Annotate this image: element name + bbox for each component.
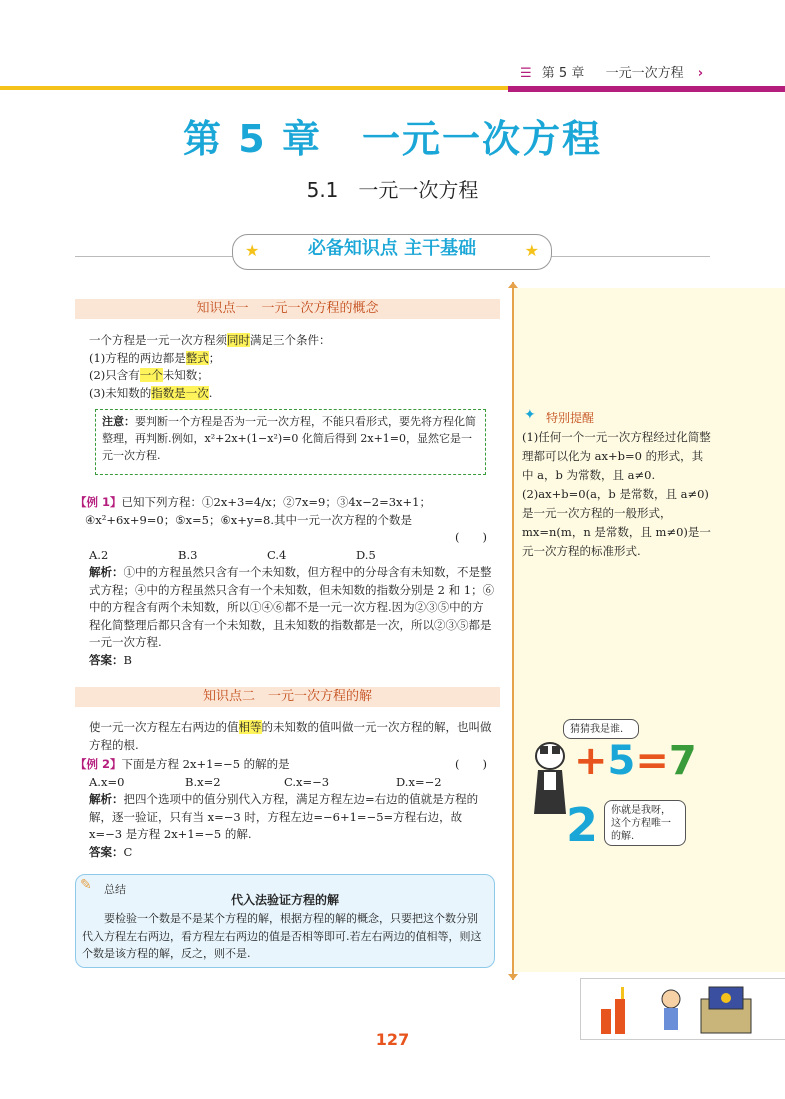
page-header <box>0 0 785 100</box>
option-c: C.x=−3 <box>284 774 330 789</box>
side-divider <box>512 282 514 980</box>
page-number: 127 <box>375 1030 410 1049</box>
tips-body <box>522 428 712 561</box>
summary-body: 要检验一个数是不是某个方程的解，根据方程的解的概念，只要把这个数分别代入方程左右两边，看方程左右两边的值是否相等即可.若左右两边的值相等，则这个数是该方程的解，反之，则不是. <box>82 912 482 960</box>
example-1-answer: B <box>123 652 132 667</box>
answer-paren: ( ) <box>455 757 487 771</box>
star-icon: ★ <box>245 241 260 260</box>
option-a: A.x=0 <box>89 774 125 789</box>
equation-art: +5=7 <box>574 738 697 784</box>
example-1: 【例 1】已知下列方程：①2x+3=4/x；②7x=9；③4x−2=3x+1； ④x²+6x+9=0；⑤x=5；⑥x+y=8.其中一元一次方程的个数是 ( ) A.2 B.3 C.4 D.5 解析：①中的方程虽然只含有一个未知数，但方程中的分母含有未知数，不是整式方程；④中的方程虽然只含有一个未知数，但未知数的指数分别是 2 和 1；⑥中的方程含有两个未知数，所以①④⑥都不是一元一次方程.因为②③⑤中的方程化简整理后都只含有一个未知数，且未知数的指数都是一次，所以②③⑤都是一元一次方程. 答案：B <box>75 495 495 667</box>
kp2-title: 知识点二 一元一次方程的解 <box>75 687 500 707</box>
mascot-icon: ✎ <box>80 877 92 893</box>
option-d: D.5 <box>356 547 376 562</box>
band-title: 必备知识点 主干基础 <box>307 238 477 259</box>
example-2: 【例 2】下面是方程 2x+1=−5 的解的是 ( ) A.x=0 B.x=2 C.x=−3 D.x=−2 解析：把四个选项中的值分别代入方程，满足方程左边=右边的值就是方程的解，逐一验证，只有当 x=−3 时，方程左边=−6+1=−5=方程右边，故 x=−3 是方程 2x+1=−5 的解. 答案：C <box>75 757 487 859</box>
tips-title: 特别提醒 <box>546 411 595 425</box>
triangle-up-icon <box>508 282 518 288</box>
option-c: C.4 <box>267 547 287 562</box>
header-chapter: 第 5 章 <box>541 66 585 81</box>
example-1-label: 【例 1】 <box>75 495 122 509</box>
kp2-definition: 使一元一次方程左右两边的值相等的未知数的值叫做一元一次方程的解，也叫做方程的根. <box>89 720 492 752</box>
header-chapter-name: 一元一次方程 <box>605 66 684 81</box>
note-label: 注意： <box>102 415 135 428</box>
side-panel <box>514 288 785 972</box>
badger-character <box>530 738 570 818</box>
chevron-right-icon: › <box>697 66 704 81</box>
summary-title: 代入法验证方程的解 <box>230 893 339 907</box>
answer-paren: ( ) <box>455 530 487 544</box>
example-2-label: 【例 2】 <box>75 757 122 771</box>
summary-label: 总结 <box>104 883 126 896</box>
summary-box <box>75 874 495 968</box>
speech-bubble-2: 你就是我呀，这个方程唯一的解. <box>604 800 686 846</box>
chapter-title: 第 5 章 一元一次方程 <box>183 117 602 161</box>
option-b: B.x=2 <box>185 774 221 789</box>
running-head <box>520 62 703 81</box>
note-box <box>95 409 486 475</box>
knowledge-band <box>232 234 552 270</box>
example-2-answer: C <box>123 844 133 859</box>
option-d: D.x=−2 <box>396 774 442 789</box>
mascot-icon: ✦ <box>524 407 536 423</box>
kp1-content: 一个方程是一元一次方程须同时满足三个条件： (1)方程的两边都是整式； (2)只含有一个未知数； (3)未知数的指数是一次. <box>89 333 331 400</box>
list-icon: ☰ <box>520 66 532 81</box>
star-icon: ★ <box>524 241 539 260</box>
section-title: 5.1 一元一次方程 <box>306 178 479 202</box>
speech-bubble-1: 猜猜我是谁. <box>563 719 639 739</box>
tip-1: (1)任何一个一元一次方程经过化简整理都可以化为 ax+b=0 的形式，其中 a，b 为常数，且 a≠0. <box>522 430 711 482</box>
triangle-down-icon <box>508 974 518 980</box>
header-rule-magenta <box>508 86 785 92</box>
example-1-analysis: ①中的方程虽然只含有一个未知数，但方程中的分母含有未知数，不是整式方程；④中的方程虽然只含有一个未知数，但未知数的指数分别是 2 和 1；⑥中的方程含有两个未知数，所以①④⑥都不是一元一次方程.因为②③⑤中的方程化简整理后都只含有一个未知数，且未知数的指数都是一次，所以②③⑤都是一元一次方程. <box>89 565 495 649</box>
option-b: B.3 <box>178 547 198 562</box>
kp1-title: 知识点一 一元一次方程的概念 <box>75 299 500 319</box>
tip-2: (2)ax+b=0(a，b 是常数，且 a≠0)是一元一次方程的一般形式，mx=n(m，n 是常数，且 m≠0)是一元一次方程的标准形式. <box>522 487 711 558</box>
example-2-analysis: 把四个选项中的值分别代入方程，满足方程左边=右边的值就是方程的解，逐一验证，只有当 x=−3 时，方程左边=−6+1=−5=方程右边，故 x=−3 是方程 2x+1=−5 的解. <box>89 792 479 841</box>
option-a: A.2 <box>89 547 109 562</box>
note-text: 要判断一个方程是否为一元一次方程，不能只看形式，要先将方程化简整理，再判断.例如，x²+2x+(1−x²)=0 化简后得到 2x+1=0，显然它是一元一次方程. <box>102 415 476 462</box>
big-two: 2 <box>566 798 599 852</box>
